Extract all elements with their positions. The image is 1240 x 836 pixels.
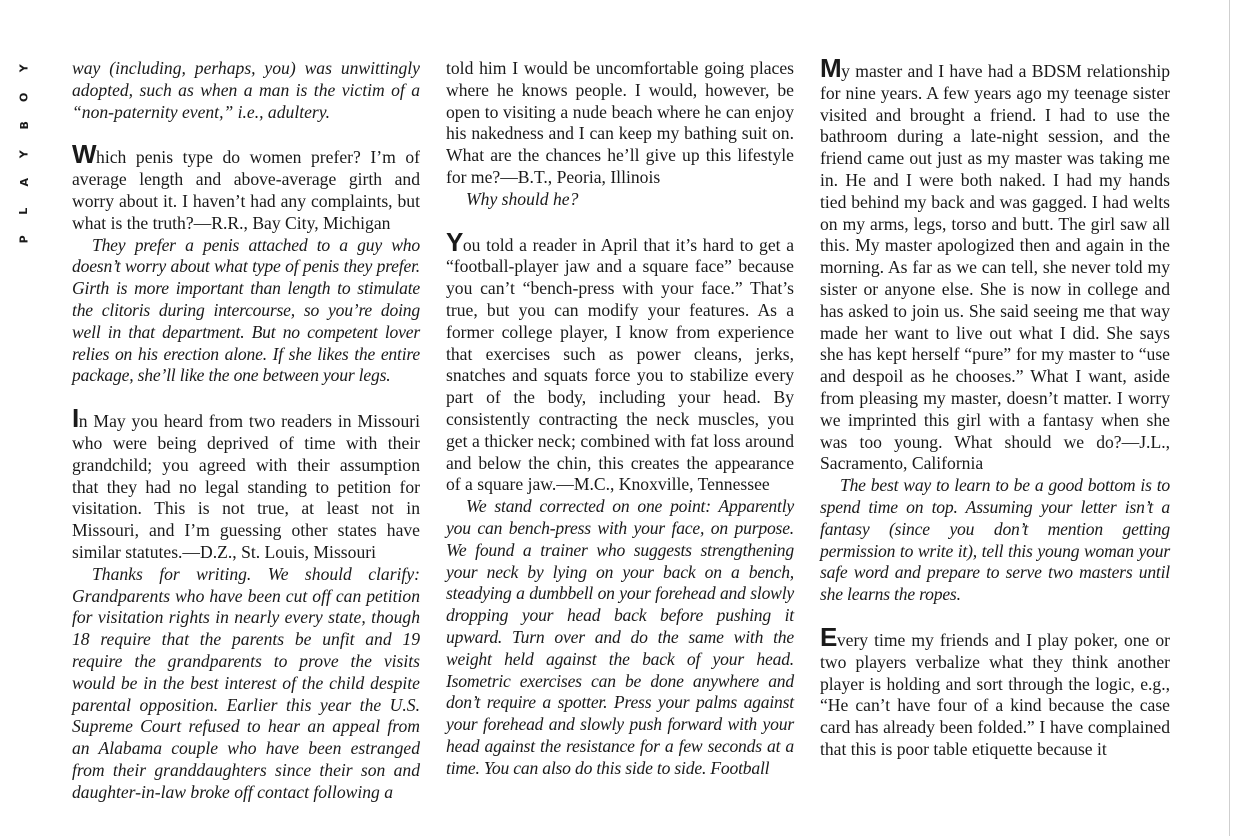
letter-text: hich penis type do women prefer? I’m of average length and above-average girth and worry about it. I haven’t had any complaints, but what is the truth?—R.R., Bay City, Michigan (72, 147, 420, 233)
answer-paragraph (72, 58, 420, 123)
masthead-letter: B (17, 121, 31, 130)
masthead-letter: O (17, 92, 31, 102)
letter-text: very time my friends and I play poker, one or two players verbalize what they think another player is holding and sort through the logic, e.g., “He can’t have four of a kind because the case card has already been folded.” I have complained that this is poor table etiquette because it (820, 629, 1170, 759)
answer-text: We stand corrected on one point: Apparently you can bench-press with your face, on purpose. We found a trainer who suggests strengthening your neck by lying on your back on a bench, steadying a dumbbell on your forehead and slowly dropping your head back before pushing it upward. Turn over and do the same with the weight held against the back of your head. Isometric exercises can be done anywhere and don’t require a spotter. Press your palms against your forehead and slowly push forward with your head against the resistance for a few seconds at a time. You can also do this side to side. Football (446, 496, 794, 778)
answer-paragraph (446, 496, 794, 779)
answer-paragraph (446, 189, 794, 211)
answer-text: They prefer a penis attached to a guy who doesn’t worry about what type of penis they prefer. Girth is more important than length to stimulate the clitoris during intercourse, so you’re doing well in that department. But no competent lover relies on his erection alone. If she likes the entire package, she’ll like the one between your legs. (72, 234, 420, 386)
article-column-2 (446, 58, 794, 780)
letter-paragraph (72, 139, 420, 234)
letter-paragraph (820, 621, 1170, 761)
drop-cap: M (820, 53, 842, 83)
masthead-letter: L (17, 207, 31, 215)
drop-cap: W (72, 139, 97, 170)
answer-text: way (including, perhaps, you) was unwittingly adopted, such as when a man is the victim of a “non-paternity event,” i.e., adultery. (72, 58, 420, 122)
letter-paragraph (820, 53, 1170, 475)
masthead-letter: P (17, 235, 31, 244)
letter-text: y master and I have had a BDSM relationship for nine years. A few years ago my teenage sister visited and brought a friend. I had to use the bathroom during a late-night session, and the friend came out just as my master was taking me in. He and I were both naked. I had my hands tied behind my back and was gagged. I had welts on my arms, legs, torso and butt. The girl saw all this. My master apologized then and again in the morning. As far as we can tell, she never told my sister or anyone else. She is now in college and has asked to join us. She said seeing me that way made her want to live out what I did. She says she has kept herself “pure” for my master to “use and despoil as he chooses.” What I want, aside from pleasing my master, doesn’t matter. I worry we imprinted this girl with a fantasy when she was too young. What should we do?—J.L., Sacramento, California (820, 61, 1170, 474)
letter-paragraph (446, 58, 794, 189)
masthead-vertical (17, 54, 44, 254)
letter-paragraph (446, 226, 794, 497)
answer-text: Why should he? (466, 188, 579, 209)
drop-cap: I (72, 403, 79, 434)
letter-text: told him I would be uncomfortable going places where he knows people. I would, however, be open to visiting a nude beach where he can enjoy his nakedness and I can keep my bathing suit on. What are the chances he’ll give up this lifestyle for me?—B.T., Peoria, Illinois (446, 58, 794, 187)
answer-text: Thanks for writing. We should clarify: Grandparents who have been cut off can petition for visitation rights in nearly every state, though 18 require that the parents be unfit and 19 require the grandparents to prove the visits would be in the best interest of the child despite parental opposition. Earlier this year the U.S. Supreme Court refused to hear an appeal from an Alabama couple who have been estranged from their granddaughters since their son and daughter-in-law broke off contact following a (72, 563, 420, 802)
letter-text: n May you heard from two readers in Missouri who were being deprived of time with their grandchild; you agreed with their assumption that they had no legal standing to petition for visitation. This is not true, at least not in Missouri, and I’m guessing other states have similar statutes.—D.Z., St. Louis, Missouri (72, 411, 420, 562)
article-column-1 (72, 58, 420, 804)
masthead-letter: Y (17, 150, 31, 159)
drop-cap: Y (446, 226, 463, 257)
letter-text: ou told a reader in April that it’s hard to get a “football-player jaw and a square face” because you can’t “bench-press with your face.” That’s true, but you can modify your features. As a former college player, I know from experience that exercises such as power cleans, jerks, snatches and squats force you to stabilize every part of the body, including your head. By consistently contracting the neck muscles, you get a thicker neck; combined with fat loss around and below the chin, this creates the appearance of a square jaw.—M.C., Knoxville, Tennessee (446, 234, 794, 495)
answer-paragraph (820, 475, 1170, 606)
masthead-letter: A (17, 178, 31, 187)
answer-paragraph (72, 564, 420, 804)
page-edge (1229, 0, 1240, 836)
drop-cap: E (820, 621, 837, 652)
masthead-letter: Y (17, 64, 31, 73)
letter-paragraph (72, 403, 420, 564)
answer-paragraph (72, 235, 420, 388)
article-column-3 (820, 53, 1170, 761)
answer-text: The best way to learn to be a good bottom is to spend time on top. Assuming your letter isn’t a fantasy (since you don’t mention getting permission to write it), tell this young woman your safe word and prepare to serve two masters until she learns the ropes. (820, 475, 1170, 605)
